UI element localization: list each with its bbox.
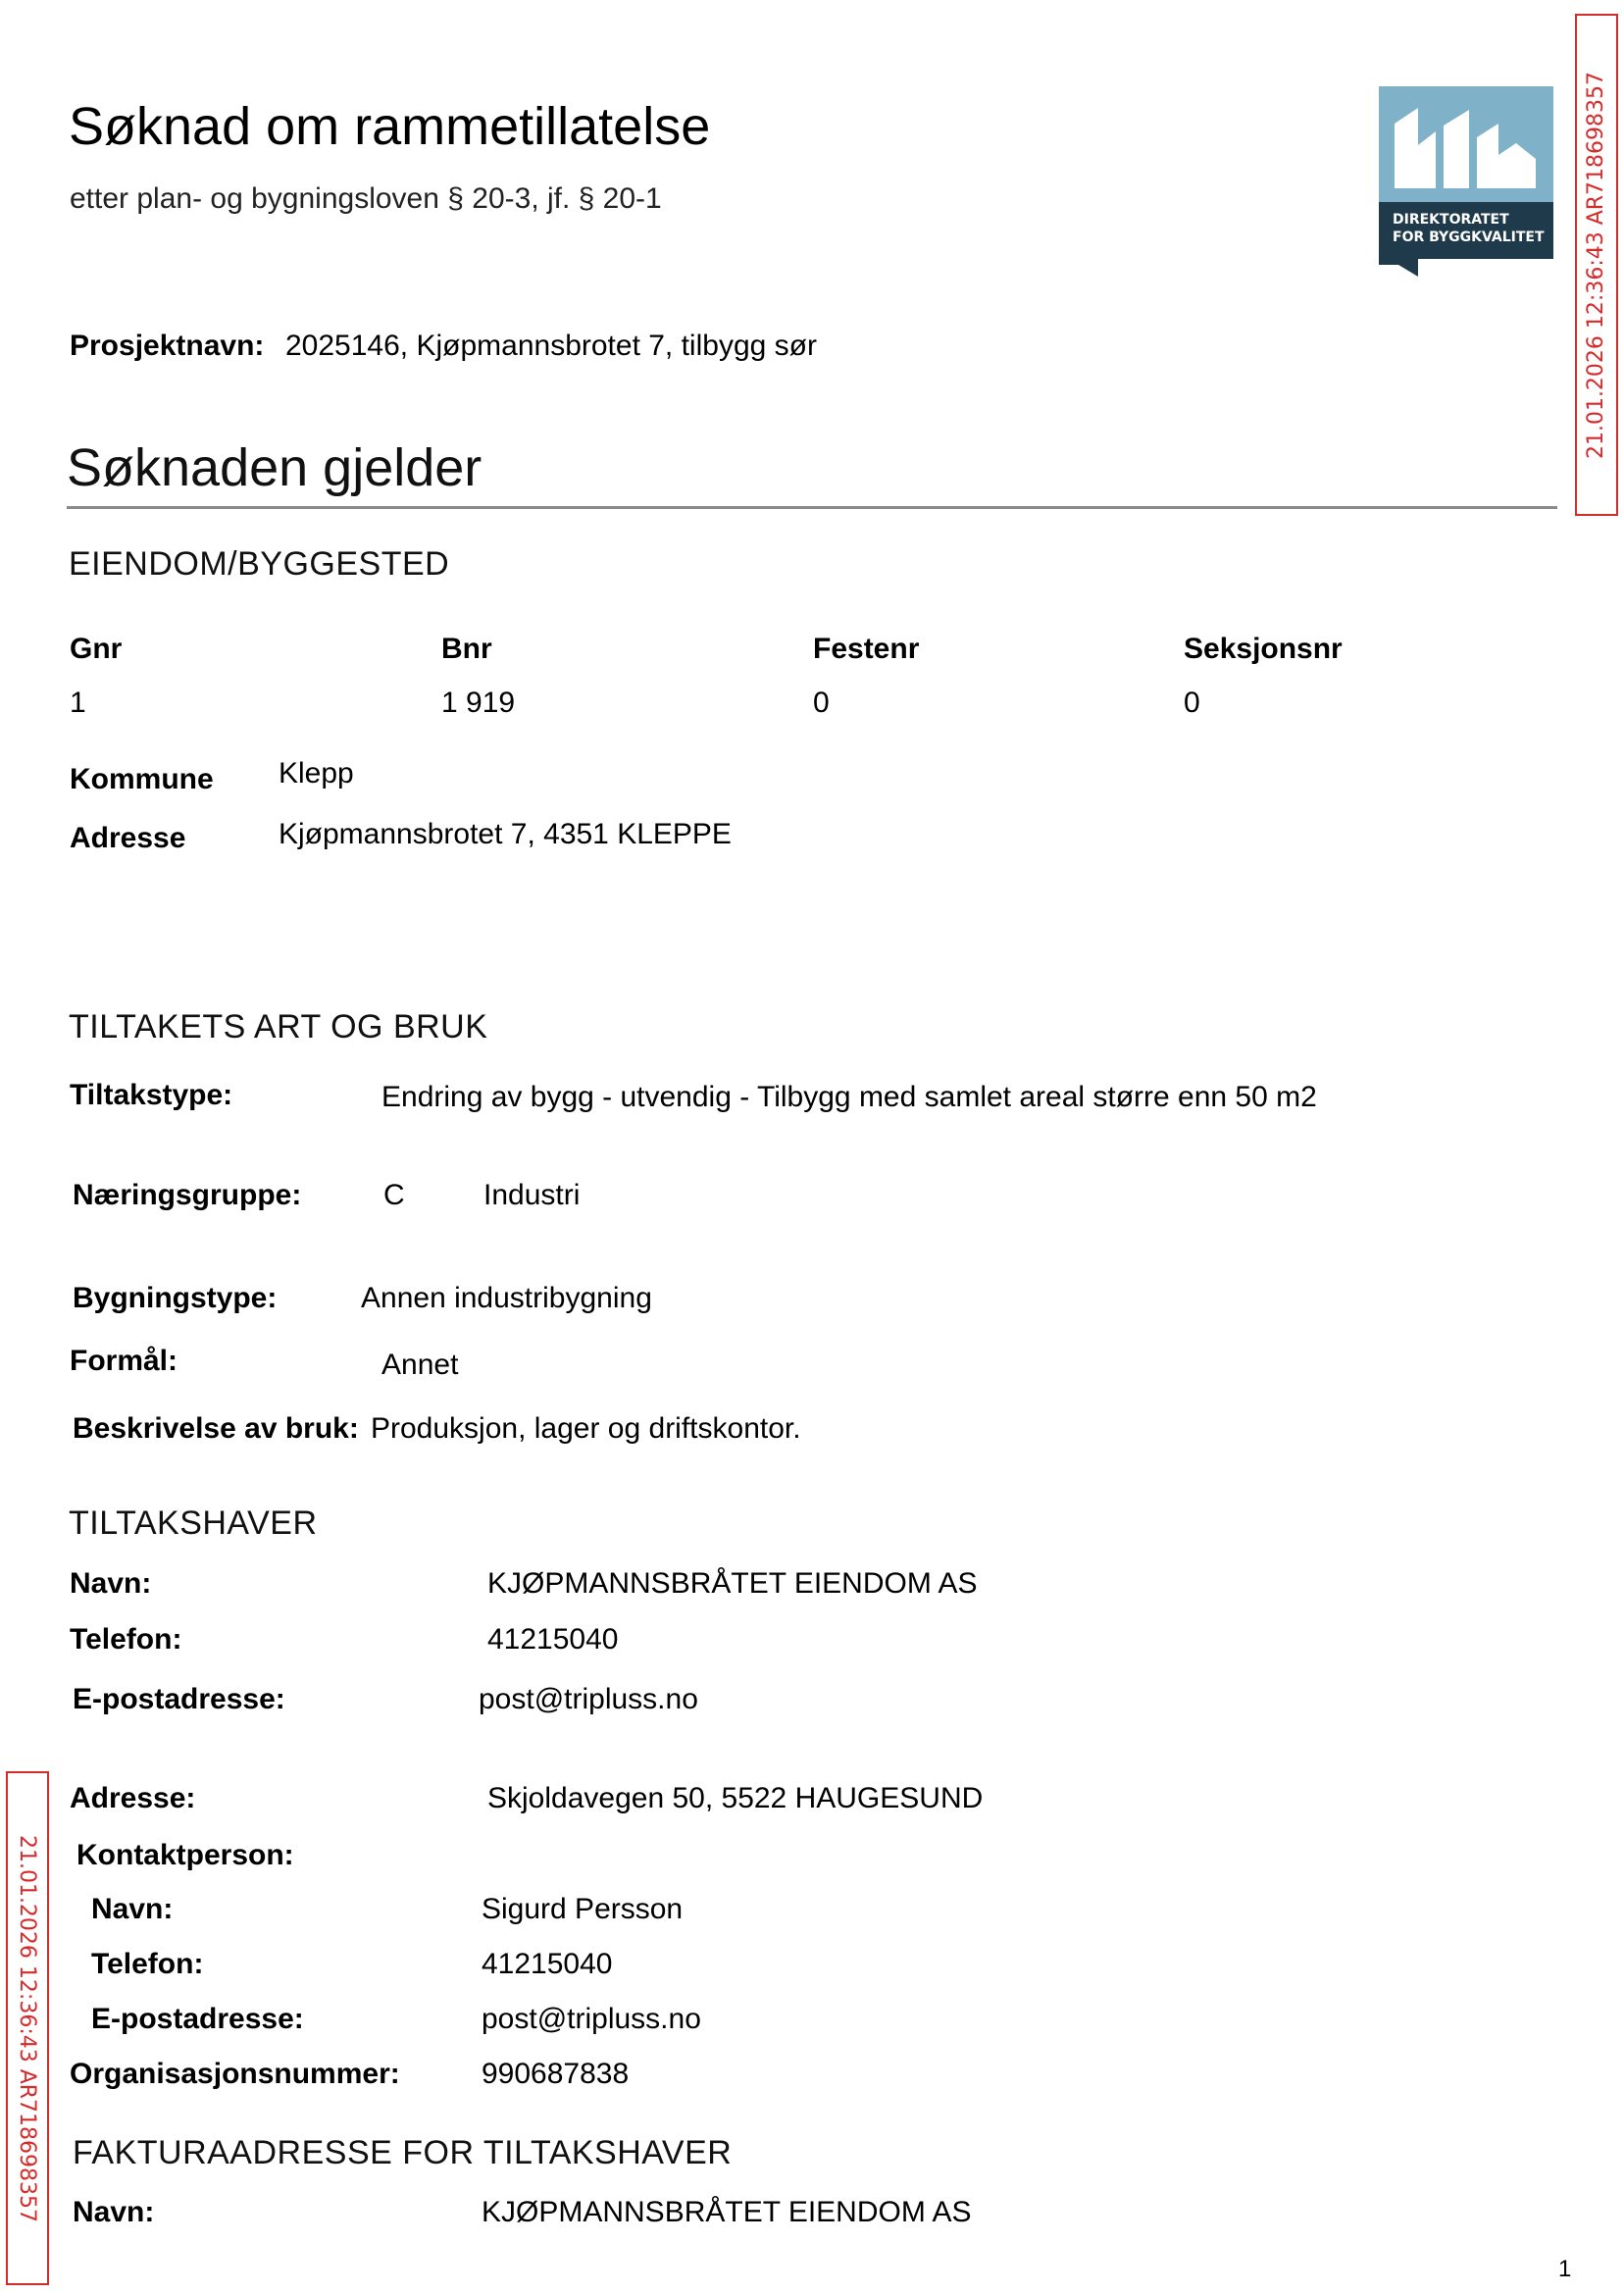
kontakt-navn-value: Sigurd Persson: [482, 1893, 684, 1925]
gnr-label: Gnr: [70, 633, 123, 665]
tiltakstype-value: Endring av bygg - utvendig - Tilbygg med samlet areal større enn 50 m2: [381, 1081, 1317, 1113]
kontakt-navn-label: Navn:: [91, 1893, 174, 1925]
bruk-value: Produksjon, lager og driftskontor.: [371, 1412, 801, 1445]
dibk-logo: [1379, 86, 1553, 277]
owner-telefon-value: 41215040: [487, 1623, 619, 1656]
bnr-label: Bnr: [441, 633, 492, 665]
timestamp-stamp-left: [6, 1771, 49, 2285]
naeringsgruppe-label: Næringsgruppe:: [73, 1179, 302, 1211]
naeringsgruppe-value: Industri: [483, 1179, 581, 1211]
kontaktperson-label: Kontaktperson:: [76, 1839, 294, 1871]
stamp-text: 21.01.2026 12:36:43 AR718698357: [15, 1834, 40, 2222]
kontakt-telefon-value: 41215040: [482, 1948, 613, 1980]
kommune-label: Kommune: [70, 763, 214, 795]
invoice-heading: FAKTURAADRESSE FOR TILTAKSHAVER: [73, 2134, 733, 2171]
kontakt-epost-value: post@tripluss.no: [482, 2003, 701, 2035]
bruk-label: Beskrivelse av bruk:: [73, 1412, 359, 1445]
naeringsgruppe-code: C: [383, 1179, 405, 1211]
festenr-label: Festenr: [813, 633, 920, 665]
org-number-label: Organisasjonsnummer:: [70, 2058, 400, 2090]
stamp-text: 21.01.2026 12:36:43 AR718698357: [1584, 71, 1609, 459]
section-heading: Søknaden gjelder: [67, 438, 482, 497]
tiltakstype-label: Tiltakstype:: [70, 1079, 233, 1111]
owner-navn-value: KJØPMANNSBRÅTET EIENDOM AS: [487, 1567, 978, 1600]
bygningstype-label: Bygningstype:: [73, 1282, 278, 1314]
timestamp-stamp-top: [1575, 14, 1618, 516]
owner-telefon-label: Telefon:: [70, 1623, 182, 1656]
svg-text:FOR BYGGKVALITET: FOR BYGGKVALITET: [1393, 229, 1545, 245]
owner-heading: TILTAKSHAVER: [69, 1504, 318, 1542]
owner-epost-label: E-postadresse:: [73, 1683, 285, 1715]
heading-divider: [67, 506, 1557, 509]
kontakt-telefon-label: Telefon:: [91, 1948, 204, 1980]
kontakt-epost-label: E-postadresse:: [91, 2003, 304, 2035]
seksjonsnr-label: Seksjonsnr: [1184, 633, 1343, 665]
gnr-value: 1: [70, 687, 86, 719]
bygningstype-value: Annen industribygning: [361, 1282, 652, 1314]
invoice-navn-label: Navn:: [73, 2196, 155, 2228]
page-subtitle: etter plan- og bygningsloven § 20-3, jf. § 20-1: [70, 182, 662, 215]
org-number-value: 990687838: [482, 2058, 630, 2090]
owner-epost-value: post@tripluss.no: [479, 1683, 698, 1715]
dibk-logo-icon: [1379, 86, 1553, 277]
svg-text:DIREKTORATET: DIREKTORATET: [1393, 212, 1509, 228]
project-label: Prosjektnavn:: [70, 330, 265, 362]
property-heading: EIENDOM/BYGGESTED: [69, 545, 450, 583]
page-title: Søknad om rammetillatelse: [69, 97, 711, 156]
measure-heading: TILTAKETS ART OG BRUK: [69, 1008, 488, 1045]
formal-label: Formål:: [70, 1345, 178, 1377]
project-value: 2025146, Kjøpmannsbrotet 7, tilbygg sør: [285, 330, 817, 362]
adresse-value: Kjøpmannsbrotet 7, 4351 KLEPPE: [279, 818, 732, 850]
bnr-value: 1 919: [441, 687, 516, 719]
adresse-label: Adresse: [70, 822, 186, 854]
kommune-value: Klepp: [279, 757, 354, 790]
festenr-value: 0: [813, 687, 830, 719]
owner-adresse-value: Skjoldavegen 50, 5522 HAUGESUND: [487, 1782, 984, 1814]
invoice-navn-value: KJØPMANNSBRÅTET EIENDOM AS: [482, 2196, 972, 2228]
seksjonsnr-value: 0: [1184, 687, 1200, 719]
owner-navn-label: Navn:: [70, 1567, 152, 1600]
owner-adresse-label: Adresse:: [70, 1782, 196, 1814]
formal-value: Annet: [381, 1349, 459, 1381]
page-number: 1: [1558, 2256, 1572, 2282]
